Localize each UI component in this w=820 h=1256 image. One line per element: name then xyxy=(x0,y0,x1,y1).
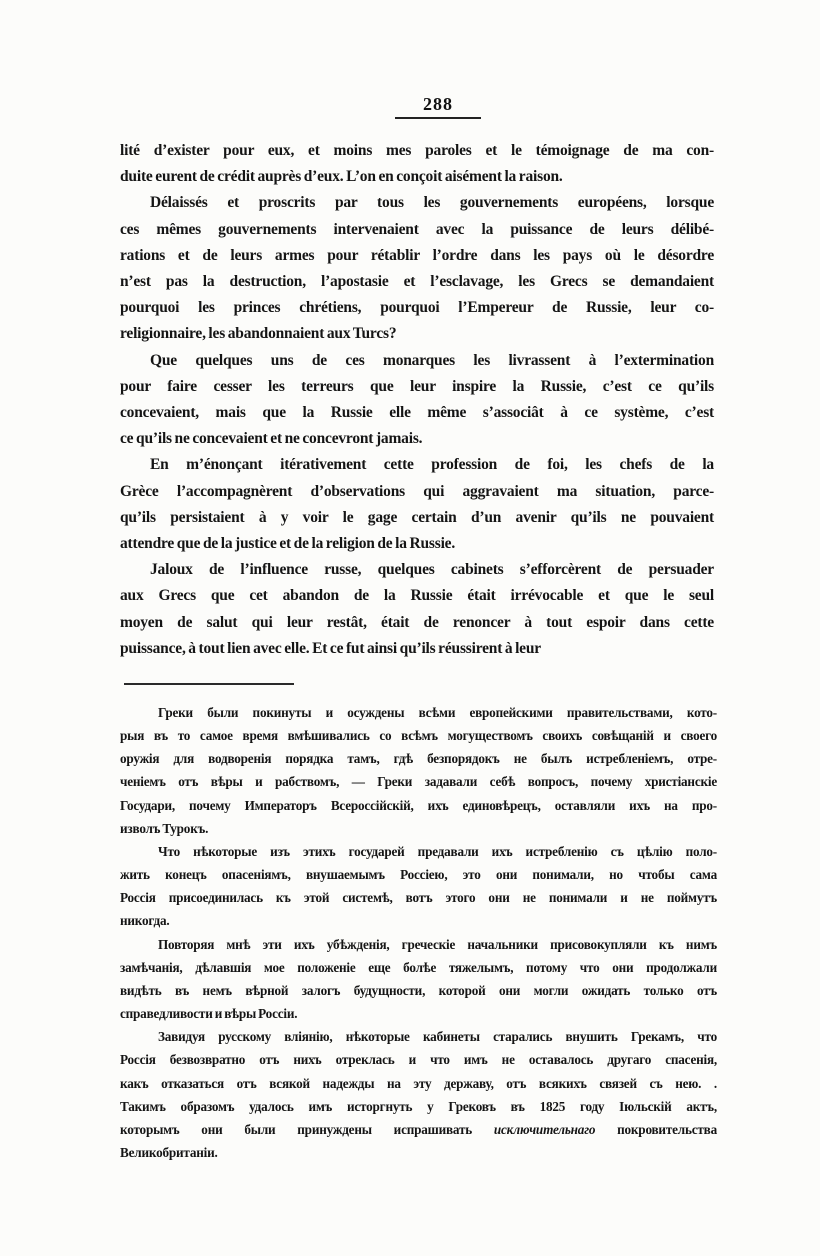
text-line: Jaloux de l’influence russe, quelques cabinets s’efforcèrent de persuader xyxy=(150,561,714,579)
text-line: aux Grecs que cet abandon de la Russie était irrévocable et que le seul xyxy=(120,587,714,605)
paragraph xyxy=(120,701,717,840)
text-line: никогда. xyxy=(120,913,170,929)
paragraph xyxy=(120,348,714,453)
text-line: оружія для водворенія порядка тамъ, гдѣ безпорядокъ не былъ истребленіемъ, отре- xyxy=(120,751,717,767)
text-line: n’est pas la destruction, l’apostasie et l’esclavage, les Grecs se demandaient xyxy=(120,273,714,291)
text-line: Grèce l’accompagnèrent d’observations qui aggravaient ma situation, parce- xyxy=(120,482,714,500)
text-line: qu’ils persistaient à y voir le gage certain d’un avenir qu’ils ne pouvaient xyxy=(120,508,714,526)
main-text-block xyxy=(120,138,714,662)
text-line: ces mêmes gouvernements intervenaient avec la puissance de leurs délibé- xyxy=(120,220,714,238)
text-line: какъ отказаться отъ всякой надежды на эту державу, отъ всякихъ связей съ нею. . xyxy=(120,1075,717,1091)
page-number: 288 xyxy=(423,94,453,114)
paragraph xyxy=(120,452,714,557)
paragraph xyxy=(120,190,714,347)
text-line: En m’énonçant itérativement cette profession de foi, les chefs de la xyxy=(150,456,714,474)
text-line xyxy=(120,1118,717,1141)
text-line: замѣчанія, дѣлавшія мое положеніе еще болѣе тяжелымъ, потому что они продолжали xyxy=(120,959,717,975)
text-line: Que quelques uns de ces monarques les livrassent à l’extermination xyxy=(150,351,714,369)
text-line: рыя въ то самое время вмѣшивались со всѣмъ могуществомъ своихъ совѣщаній и своего xyxy=(120,728,717,744)
footnote-block xyxy=(120,701,717,1164)
text-line: Греки были покинуты и осуждены всѣми европейскими правительствами, кото- xyxy=(158,705,717,720)
text-segment: которымъ они были принуждены испрашивать xyxy=(120,1121,494,1137)
paragraph xyxy=(120,138,714,190)
text-line: ченіемъ отъ вѣры и рабствомъ, — Греки задавали себѣ вопросъ, почему христіанскіе xyxy=(120,774,717,790)
paragraph xyxy=(120,1025,717,1164)
text-line: изволъ Турокъ. xyxy=(120,820,209,836)
text-line: Повторяя мнѣ эти ихъ убѣжденія, греческіе начальники присовокупляли къ нимъ xyxy=(158,936,717,952)
text-line: Великобританіи. xyxy=(120,1144,218,1160)
text-segment: покровительства xyxy=(595,1121,717,1137)
text-line: Россія безвозвратно отъ нихъ отреклась и что имъ не оставалось другаго спасенія, xyxy=(120,1052,717,1068)
text-line: pour faire cesser les terreurs que leur inspire la Russie, c’est ce qu’ils xyxy=(120,377,714,395)
text-line: Россія присоединилась къ этой системѣ, вотъ этого они не понимали и не поймутъ xyxy=(120,890,717,906)
text-line: Завидуя русскому вліянію, нѣкоторые кабинеты старались внушить Грекамъ, что xyxy=(158,1029,717,1045)
text-line: rations et de leurs armes pour rétablir l’ordre dans les pays où le désordre xyxy=(120,246,714,264)
paragraph xyxy=(120,557,714,662)
text-line: Такимъ образомъ удалось имъ исторгнуть у Грековъ въ 1825 году Іюльскій актъ, xyxy=(120,1098,717,1114)
paragraph xyxy=(120,840,717,933)
text-line: attendre que de la justice et de la religion de la Russie. xyxy=(120,535,456,553)
paragraph xyxy=(120,933,717,1026)
text-line: concevaient, mais que la Russie elle même s’associât à ce système, c’est xyxy=(120,404,714,422)
text-line: pourquoi les princes chrétiens, pourquoi l’Empereur de Russie, leur co- xyxy=(120,299,714,317)
text-line: moyen de salut qui leur restât, était de renoncer à tout espoir dans cette xyxy=(120,613,714,631)
text-line: Что нѣкоторые изъ этихъ государей предавали ихъ истребленію съ цѣлію поло- xyxy=(158,843,717,859)
text-line: duite eurent de crédit auprès d’eux. L’on en conçoit aisément la raison. xyxy=(120,168,563,186)
text-line: справедливости и вѣры Россіи. xyxy=(120,1006,298,1022)
page-header xyxy=(395,94,481,119)
text-line: puissance, à tout lien avec elle. Et ce fut ainsi qu’ils réussirent à leur xyxy=(120,639,541,657)
emphasized-text: исключительнаго xyxy=(493,1121,596,1137)
text-line: religionnaire, les abandonnaient aux Turcs? xyxy=(120,325,397,343)
text-line: видѣть въ немъ вѣрной залогъ будущности, которой они могли ожидать только отъ xyxy=(120,982,717,998)
footnote-separator xyxy=(124,683,294,685)
text-line: Délaissés et proscrits par tous les gouvernements européens, lorsque xyxy=(150,194,714,212)
text-line: ce qu’ils ne concevaient et ne concevront jamais. xyxy=(120,430,423,448)
text-line: жить конецъ опасеніямъ, внушаемымъ Россіею, это они понимали, но чтобы сама xyxy=(120,867,717,883)
text-line: lité d’exister pour eux, et moins mes paroles et le témoignage de ma con- xyxy=(120,142,714,159)
text-line: Государи, почему Императоръ Всероссійскій, ихъ единовѣрецъ, оставляли ихъ на про- xyxy=(120,797,717,813)
page-number-underline xyxy=(395,117,481,119)
